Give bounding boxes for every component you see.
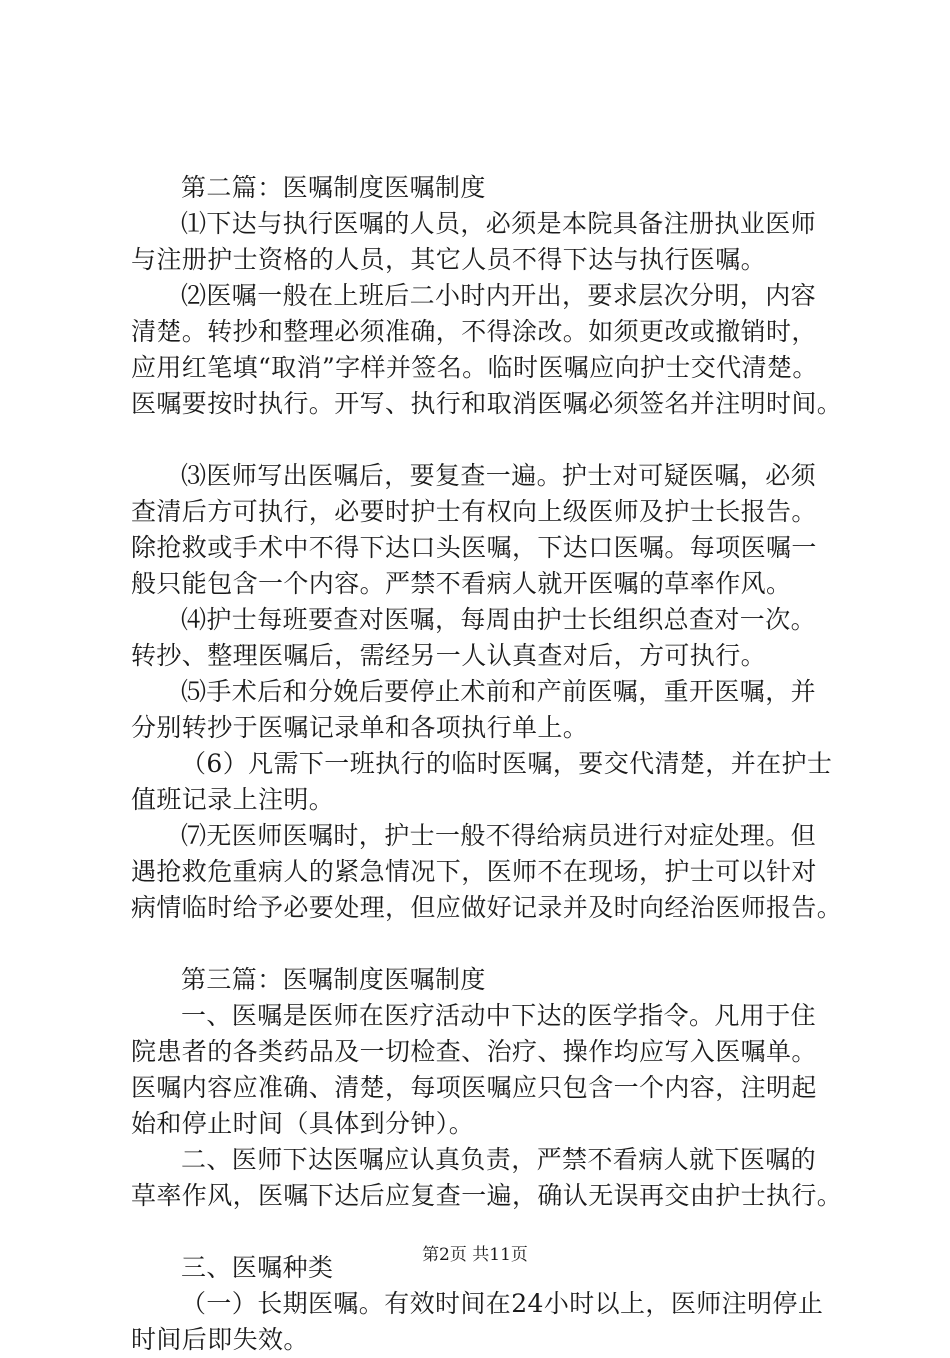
page-footer: 第2页 共11页 xyxy=(422,1245,528,1265)
paragraph-line: 值班记录上注明。 xyxy=(131,785,335,814)
paragraph-gap xyxy=(131,422,841,458)
paragraph-line: 二、医师下达医嘱应认真负责，严禁不看病人就下医嘱的 xyxy=(181,1145,817,1174)
section-title: 第二篇：医嘱制度医嘱制度 xyxy=(181,173,486,202)
paragraph-line: 医嘱要按时执行。开写、执行和取消医嘱必须签名并注明时间。 xyxy=(131,389,843,418)
paragraph-line: 查清后方可执行，必要时护士有权向上级医师及护士长报告。 xyxy=(131,497,817,526)
paragraph-line: 清楚。转抄和整理必须准确，不得涂改。如须更改或撤销时， xyxy=(131,317,817,346)
section-heading: 三、医嘱种类 xyxy=(181,1253,334,1282)
paragraph-line: ⑴下达与执行医嘱的人员，必须是本院具备注册执业医师 xyxy=(181,209,817,238)
paragraph-line: 院患者的各类药品及一切检查、治疗、操作均应写入医嘱单。 xyxy=(131,1037,817,1066)
paragraph-line: （6）凡需下一班执行的临时医嘱，要交代清楚，并在护士 xyxy=(181,749,833,778)
paragraph-line: （一）长期医嘱。有效时间在24小时以上，医师注明停止 xyxy=(181,1289,824,1318)
paragraph-line: 一、医嘱是医师在医疗活动中下达的医学指令。凡用于住 xyxy=(181,1001,817,1030)
paragraph-line: 应用红笔填“取消”字样并签名。临时医嘱应向护士交代清楚。 xyxy=(131,353,818,382)
paragraph-line: ⑺无医师医嘱时，护士一般不得给病员进行对症处理。但 xyxy=(181,821,817,850)
section-title: 第三篇：医嘱制度医嘱制度 xyxy=(181,965,486,994)
paragraph-line: 始和停止时间（具体到分钟）。 xyxy=(131,1109,475,1138)
paragraph-line: ⑷护士每班要查对医嘱，每周由护士长组织总查对一次。 xyxy=(181,605,817,634)
paragraph-line: 医嘱内容应准确、清楚，每项医嘱应只包含一个内容，注明起 xyxy=(131,1073,817,1102)
paragraph-line: 转抄、整理医嘱后，需经另一人认真查对后，方可执行。 xyxy=(131,641,767,670)
paragraph-line: 草率作风，医嘱下达后应复查一遍，确认无误再交由护士执行。 xyxy=(131,1181,843,1210)
paragraph-line: 除抢救或手术中不得下达口头医嘱，下达口医嘱。每项医嘱一 xyxy=(131,533,817,562)
document-body xyxy=(131,170,841,1358)
paragraph-line: ⑸手术后和分娩后要停止术前和产前医嘱，重开医嘱，并 xyxy=(181,677,817,706)
paragraph-line: ⑶医师写出医嘱后，要复查一遍。护士对可疑医嘱，必须 xyxy=(181,461,817,490)
paragraph-line: 病情临时给予必要处理，但应做好记录并及时向经治医师报告。 xyxy=(131,893,843,922)
paragraph-line: ⑵医嘱一般在上班后二小时内开出，要求层次分明，内容 xyxy=(181,281,817,310)
paragraph-line: 与注册护士资格的人员，其它人员不得下达与执行医嘱。 xyxy=(131,245,767,274)
paragraph-gap xyxy=(131,926,841,962)
paragraph-line: 分别转抄于医嘱记录单和各项执行单上。 xyxy=(131,713,589,742)
paragraph-line: 般只能包含一个内容。严禁不看病人就开医嘱的草率作风。 xyxy=(131,569,792,598)
paragraph-line: 时间后即失效。 xyxy=(131,1325,309,1354)
paragraph-line: 遇抢救危重病人的紧急情况下，医师不在现场，护士可以针对 xyxy=(131,857,817,886)
